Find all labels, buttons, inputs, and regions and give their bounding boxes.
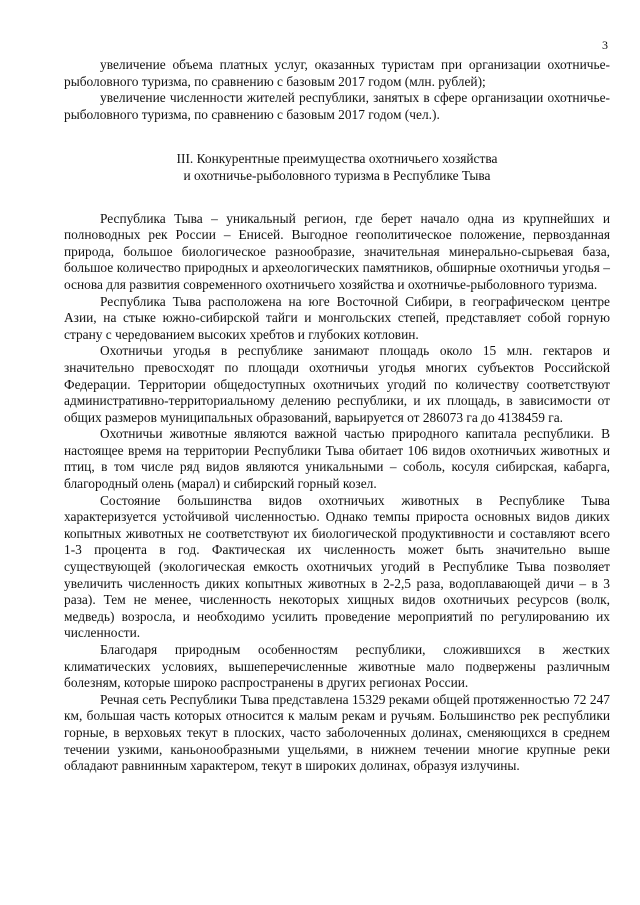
- body-paragraph-5: Состояние большинства видов охотничьих животных в Республике Тыва характеризуется устойчивой численностью. Однако темпы прироста основных видов диких копытных животных не соответствуют их биологической продуктивности и составляют всего 1-3 процента в год. Фактическая их численность может быть значительно выше существующей (экологическая емкость охотничьих угодий в Республике Тыва позволяет увеличить численность диких копытных животных в 2-2,5 раза, водоплавающей дичи – в 3 раза). Тем не менее, численность некоторых хищных видов охотничьих ресурсов (волк, медведь) возросла, и необходимо усилить проведение мероприятий по регулированию их численности.: [64, 492, 610, 641]
- document-body: [64, 57, 610, 775]
- section-heading: [64, 151, 610, 184]
- body-paragraph-4: Охотничьи животные являются важной частью природного капитала республики. В настоящее время на территории Республики Тыва обитает 106 видов охотничьих животных и птиц, в том числе ряд видов являются уникальными – соболь, косуля сибирская, кабарга, благородный олень (марал) и сибирский горный козел.: [64, 426, 610, 492]
- section-heading-line-1: III. Конкурентные преимущества охотничьего хозяйства: [176, 151, 498, 167]
- intro-paragraph-2: увеличение численности жителей республики, занятых в сфере организации охотничье-рыболовного туризма, по сравнению с базовым 2017 годом (чел.).: [64, 90, 610, 122]
- intro-paragraph-1: увеличение объема платных услуг, оказанных туристам при организации охотничье-рыболовного туризма, по сравнению с базовым 2017 годом (млн. рублей);: [64, 57, 610, 89]
- body-paragraph-7: Речная сеть Республики Тыва представлена 15329 реками общей протяженностью 72 247 км, большая часть которых относится к малым рекам и ручьям. Большинство рек республики горные, в верховьях текут в плоских, часто заболоченных долинах, сменяющихся в среднем течении узкими, каньонообразными ущельями, в нижнем течении многие крупные реки обладают равнинным характером, текут в широких долинах, образуя излучины.: [64, 691, 610, 774]
- body-paragraph-3: Охотничьи угодья в республике занимают площадь около 15 млн. гектаров и значительно превосходят по площади охотничьи угодья многих субъектов Российской Федерации. Территории общедоступных охотничьих угодий по количеству соответствуют административно-территориальному делению республики, и их площадь, в зависимости от общих размеров муниципальных образований, варьируется от 286073 га до 4138459 га.: [64, 343, 610, 425]
- body-paragraph-6: Благодаря природным особенностям республики, сложившихся в жестких климатических условиях, вышеперечисленные животные мало подвержены различным болезням, которые широко распространены в других регионах России.: [64, 642, 610, 691]
- section-heading-line-2: и охотничье-рыболовного туризма в Республике Тыва: [183, 167, 491, 183]
- body-paragraph-1: Республика Тыва – уникальный регион, где берет начало одна из крупнейших и полноводных рек России – Енисей. Выгодное геополитическое положение, первозданная природа, большое биологическое разнообразие, значительная минерально-сырьевая база, большое количество природных и археологических памятников, обширные охотничьи угодья – основа для развития современного охотничьего хозяйства и охотничье-рыболовного туризма.: [64, 210, 610, 292]
- body-paragraph-2: Республика Тыва расположена на юге Восточной Сибири, в географическом центре Азии, на стыке южно-сибирской тайги и монгольских степей, представляет собой горную страну с чередованием высоких хребтов и глубоких котловин.: [64, 293, 610, 342]
- page-number: 3: [602, 38, 608, 52]
